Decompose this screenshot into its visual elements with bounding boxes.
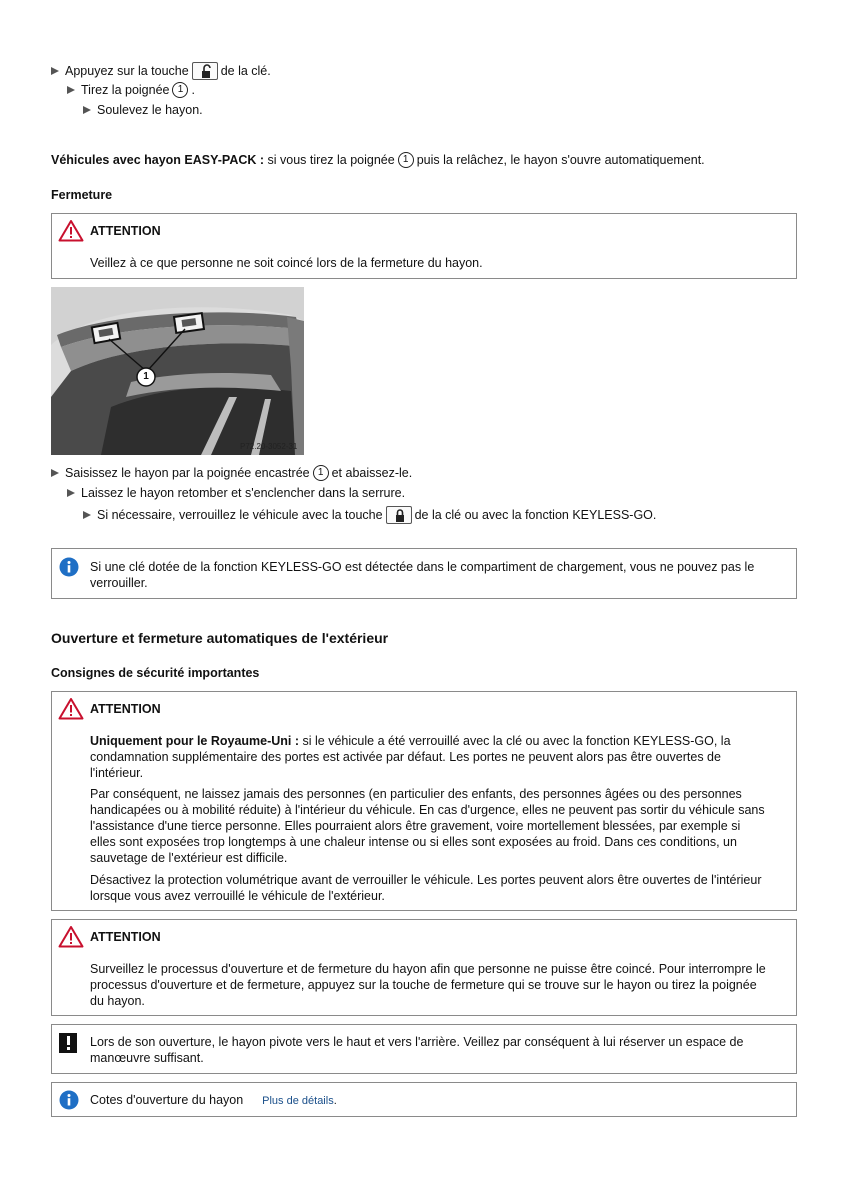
- notice-box-clearance: Lors de son ouverture, le hayon pivote vers le haut et vers l'arrière. Veillez par conséquent à lui réserver un espace de manœuvre suffisant.: [51, 1024, 797, 1074]
- bullet-arrow-icon: [67, 86, 75, 94]
- unlock-key-icon: [192, 62, 218, 80]
- callout-marker: 1: [398, 152, 414, 168]
- warning-box-closing: [51, 213, 797, 279]
- info-box-dimensions: Cotes d'ouverture du hayon Plus de détails.: [51, 1082, 797, 1117]
- step-let-drop: Laissez le hayon retomber et s'enclencher dans la serrure.: [67, 485, 405, 501]
- step-lift-tailgate: Soulevez le hayon.: [83, 102, 203, 118]
- tailgate-figure: [51, 287, 304, 455]
- warning-box-monitor: ATTENTION Surveillez le processus d'ouverture et de fermeture du hayon afin que personne ne puisse être coincé. Pour interrompre le processus d'ouverture et de fermeture, appuyez sur la touche de fermeture qui se trouve sur le hayon ou tirez la poignée du hayon.: [51, 919, 797, 1016]
- step-pull-handle: Tirez la poignée 1 .: [67, 82, 195, 98]
- info-icon: [59, 557, 79, 577]
- step-press-unlock: Appuyez sur la touche de la clé.: [51, 62, 271, 80]
- warning-title: ATTENTION: [90, 224, 161, 238]
- step-grip-tailgate: Saisissez le hayon par la poignée encastrée 1 et abaissez-le.: [51, 465, 412, 481]
- info-icon: [59, 1090, 79, 1110]
- callout-marker: 1: [313, 465, 329, 481]
- lock-key-icon: [386, 506, 412, 524]
- easy-pack-note: Véhicules avec hayon EASY-PACK : si vous tirez la poignée 1 puis la relâchez, le hayon s'ouvre automatiquement.: [51, 153, 705, 167]
- bullet-arrow-icon: [83, 511, 91, 519]
- warning-text: Veillez à ce que personne ne soit coincé lors de la fermeture du hayon.: [90, 256, 483, 270]
- safety-heading: Consignes de sécurité importantes: [51, 666, 260, 680]
- warning-title: ATTENTION: [90, 702, 161, 716]
- figure-code: P72.20-3052-31: [240, 442, 298, 451]
- warning-box-uk: ATTENTION Uniquement pour le Royaume-Uni : si le véhicule a été verrouillé avec la clé ou avec la fonction KEYLESS-GO, la condamnation supplémentaire des portes est activée par défaut. Les portes ne peuvent alors pas être ouvertes de l'intérieur. Par conséquent, ne laissez jamais des personnes (en particulier des enfants, des personnes âgées ou des personnes handicapées ou à mobilité réduite) à l'intérieur du véhicule. En cas d'urgence, elles ne peuvent pas sortir du véhicule sans l'assistance d'une tierce personne. Elles pourraient alors être gravement, voire mortellement blessées, par exemple si elles sont exposées trop longtemps à une chaleur intense ou si elles sont exposées au froid. Dans ces conditions, un sauvetage de l'extérieur est difficile. Désactivez la protection volumétrique avant de verrouiller le véhicule. Les portes peuvent alors être ouvertes de l'intérieur lorsque vous avez verrouillé le véhicule de l'extérieur.: [51, 691, 797, 911]
- figure-callout-label: 1: [143, 371, 149, 382]
- exclamation-icon: [59, 1033, 77, 1053]
- warning-triangle-icon: [58, 925, 84, 948]
- closing-heading: Fermeture: [51, 188, 113, 202]
- warning-paragraph-2: Par conséquent, ne laissez jamais des personnes (en particulier des enfants, des personnes âgées ou des personnes: [90, 787, 742, 801]
- tailgate-illustration: [51, 287, 304, 455]
- info-box-keyless: Si une clé dotée de la fonction KEYLESS-GO est détectée dans le compartiment de chargement, vous ne pouvez pas le verrouiller.: [51, 548, 797, 599]
- bullet-arrow-icon: [83, 106, 91, 114]
- warning-paragraph-3: Désactivez la protection volumétrique avant de verrouiller le véhicule. Les portes peuvent alors être ouvertes de l'intérieur: [90, 873, 762, 887]
- bullet-arrow-icon: [51, 469, 59, 477]
- bullet-arrow-icon: [51, 67, 59, 75]
- callout-marker: 1: [172, 82, 188, 98]
- more-details-link[interactable]: Plus de détails: [262, 1095, 334, 1107]
- warning-triangle-icon: [58, 219, 84, 242]
- warning-paragraph-1: Uniquement pour le Royaume-Uni : si le véhicule a été verrouillé avec la clé ou avec la fonction KEYLESS-GO, la: [90, 734, 731, 748]
- section-title: Ouverture et fermeture automatiques de l'extérieur: [51, 630, 389, 646]
- step-lock-vehicle: Si nécessaire, verrouillez le véhicule avec la touche de la clé ou avec la fonction KEYLESS-GO.: [83, 506, 656, 524]
- bullet-arrow-icon: [67, 489, 75, 497]
- warning-title: ATTENTION: [90, 930, 161, 944]
- warning-triangle-icon: [58, 697, 84, 720]
